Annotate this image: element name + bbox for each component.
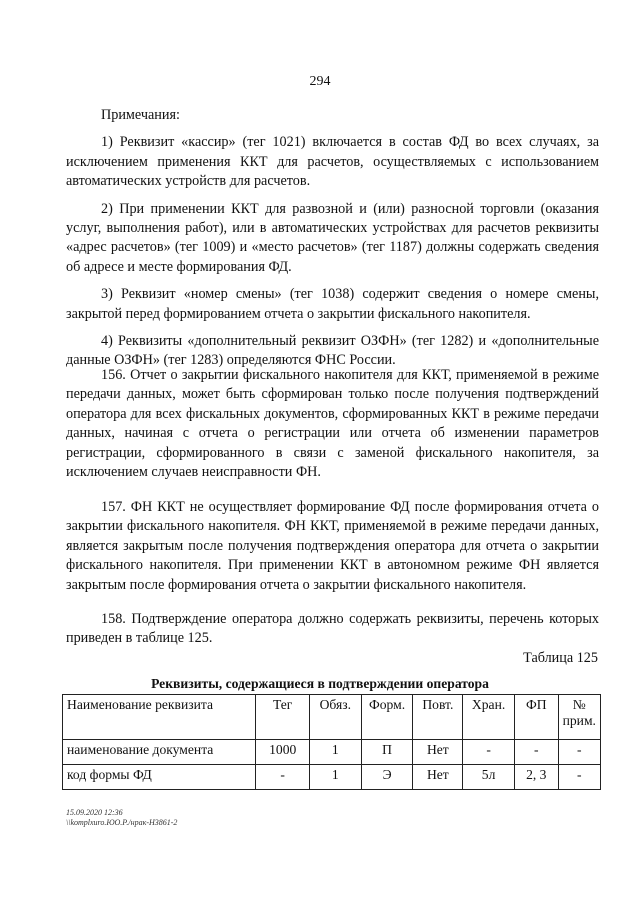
note-1: 1) Реквизит «кассир» (тег 1021) включается в состав ФД во всех случаях, за исключением применения ККТ для расчетов, осуществляемых с использованием автоматических устройств для расчетов. — [66, 134, 599, 190]
table-header-row — [63, 695, 601, 740]
cell: Э — [361, 765, 413, 790]
table-row — [63, 765, 601, 790]
cell: 1 — [309, 765, 361, 790]
cell: 2, 3 — [514, 765, 558, 790]
cell: Нет — [413, 765, 463, 790]
cell: - — [558, 765, 600, 790]
paragraph-157 — [66, 498, 599, 595]
header-name: Наименование реквизита — [63, 695, 256, 740]
page-number: 294 — [309, 74, 331, 89]
cell: 1 — [309, 740, 361, 765]
paragraph-157-text: 157. ФН ККТ не осуществляет формирование ФД после формирования отчета о закрытии фискального накопителя. ФН ККТ, применяемой в режиме передачи данных, является закрытым после получения подтверждения оператора для отчета о закрытии фискального накопителя. При применении ККТ в автономном режиме ФН является закрытым после формирования отчета о закрытии фискального накопителя. — [66, 499, 599, 593]
header-format: Форм. — [361, 695, 413, 740]
cell: код формы ФД — [63, 765, 256, 790]
requisites-table — [62, 694, 601, 790]
table-caption: Реквизиты, содержащиеся в подтверждении оператора — [151, 676, 489, 691]
note-2: 2) При применении ККТ для развозной и (или) разносной торговли (оказания услуг, выполнения работ), или в автоматических устройствах для расчетов реквизиты «адрес расчетов» (тег 1009) и «место расчетов» (тег 1187) должны содержать сведения об адресе и месте формирования ФД. — [66, 200, 599, 275]
header-repeat: Повт. — [413, 695, 463, 740]
cell: 1000 — [256, 740, 310, 765]
cell: - — [558, 740, 600, 765]
cell: Нет — [413, 740, 463, 765]
cell: - — [256, 765, 310, 790]
header-fp: ФП — [514, 695, 558, 740]
header-note: № прим. — [558, 695, 600, 740]
header-tag: Тег — [256, 695, 310, 740]
cell: П — [361, 740, 413, 765]
cell: наименование документа — [63, 740, 256, 765]
note-3: 3) Реквизит «номер смены» (тег 1038) содержит сведения о номере смены, закрытой перед формированием отчета о закрытии фискального накопителя. — [66, 286, 599, 322]
cell: - — [463, 740, 515, 765]
footer-path: \\komplxuro.ЮО.Р./нрак-Н3861-2 — [66, 818, 178, 827]
cell: 5л — [463, 765, 515, 790]
footer-timestamp: 15.09.2020 12:36 — [66, 808, 123, 817]
table-label: Таблица 125 — [523, 650, 598, 666]
paragraph-156-text: 156. Отчет о закрытии фискального накопителя для ККТ, применяемой в режиме передачи данных, может быть сформирован только после получения подтверждений оператора для всех фискальных документов, сформированных ККТ в режиме передачи данных, начиная с отчета о регистрации или отчета об изменении параметров регистрации, сформированного в связи с заменой фискального накопителя, за исключением случаев неисправности ФН. — [66, 367, 599, 481]
footer — [66, 808, 177, 828]
notes-heading: Примечания: — [101, 107, 180, 123]
paragraph-158-text: 158. Подтверждение оператора должно содержать реквизиты, перечень которых приведен в таблице 125. — [66, 611, 599, 647]
note-4: 4) Реквизиты «дополнительный реквизит ОЗФН» (тег 1282) и «дополнительные данные ОЗФН» (тег 1283) определяются ФНС России. — [66, 333, 599, 369]
header-storage: Хран. — [463, 695, 515, 740]
header-required: Обяз. — [309, 695, 361, 740]
paragraph-156 — [66, 366, 599, 482]
paragraph-158 — [66, 610, 599, 649]
cell: - — [514, 740, 558, 765]
notes-section — [66, 106, 599, 371]
table-row — [63, 740, 601, 765]
